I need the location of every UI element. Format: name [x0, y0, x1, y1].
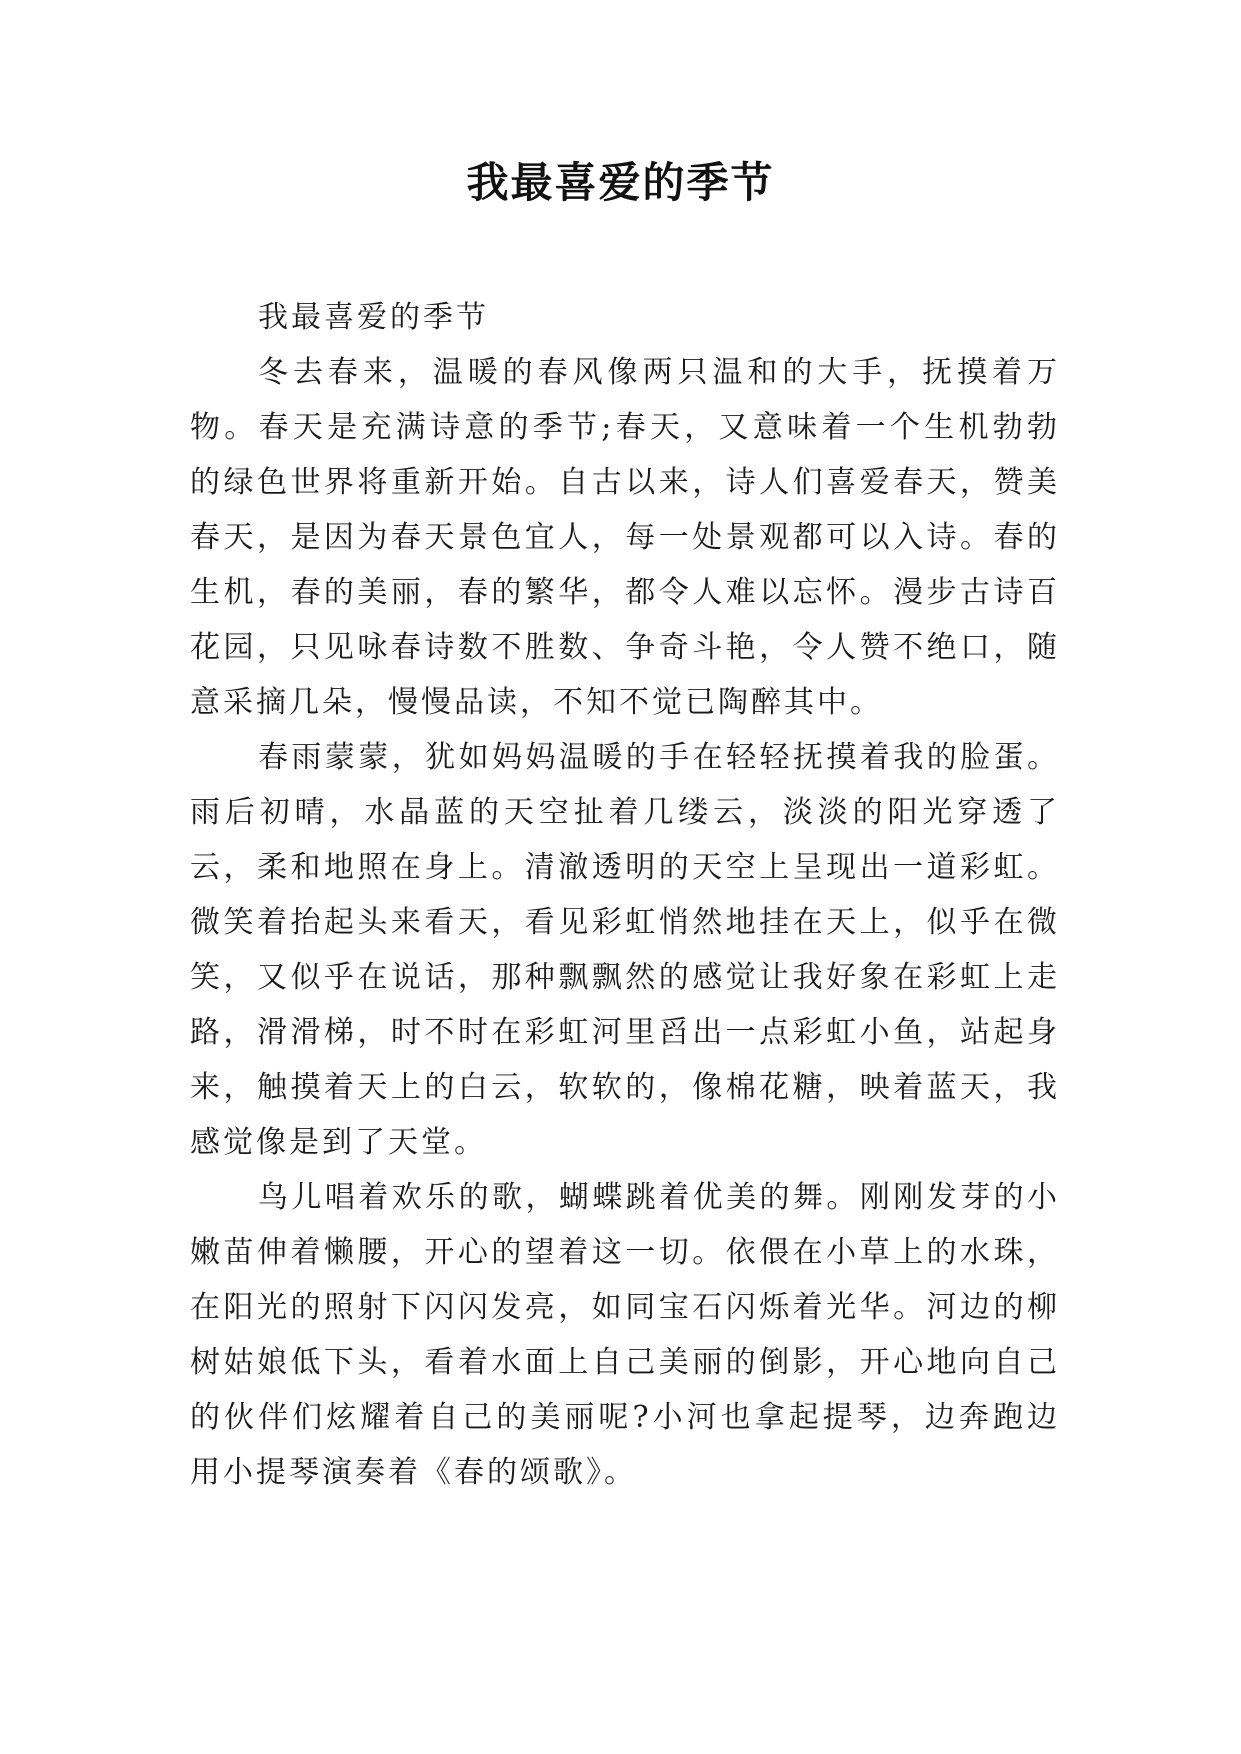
- document-body: [190, 290, 1060, 1500]
- paragraph-2: 春雨蒙蒙，犹如妈妈温暖的手在轻轻抚摸着我的脸蛋。雨后初晴，水晶蓝的天空扯着几缕云，淡淡的阳光穿透了云，柔和地照在身上。清澈透明的天空上呈现出一道彩虹。微笑着抬起头来看天，看见彩虹悄然地挂在天上，似乎在微笑，又似乎在说话，那种飘飘然的感觉让我好象在彩虹上走路，滑滑梯，时不时在彩虹河里舀出一点彩虹小鱼，站起身来，触摸着天上的白云，软软的，像棉花糖，映着蓝天，我感觉像是到了天堂。: [190, 740, 1060, 1160]
- paragraph-3: 鸟儿唱着欢乐的歌，蝴蝶跳着优美的舞。刚刚发芽的小嫩苗伸着懒腰，开心的望着这一切。依偎在小草上的水珠，在阳光的照射下闪闪发亮，如同宝石闪烁着光华。河边的柳树姑娘低下头，看着水面上自己美丽的倒影，开心地向自己的伙伴们炫耀着自己的美丽呢?小河也拿起提琴，边奔跑边用小提琴演奏着《春的颂歌》。: [190, 1180, 1060, 1490]
- document-title: 我最喜爱的季节: [466, 158, 775, 207]
- paragraph-1: 冬去春来，温暖的春风像两只温和的大手，抚摸着万物。春天是充满诗意的季节;春天，又意味着一个生机勃勃的绿色世界将重新开始。自古以来，诗人们喜爱春天，赞美春天，是因为春天景色宜人，每一处景观都可以入诗。春的生机，春的美丽，春的繁华，都令人难以忘怀。漫步古诗百花园，只见咏春诗数不胜数、争奇斗艳，令人赞不绝口，随意采摘几朵，慢慢品读，不知不觉已陶醉其中。: [190, 355, 1060, 720]
- paragraph-subtitle: 我最喜爱的季节: [258, 300, 489, 335]
